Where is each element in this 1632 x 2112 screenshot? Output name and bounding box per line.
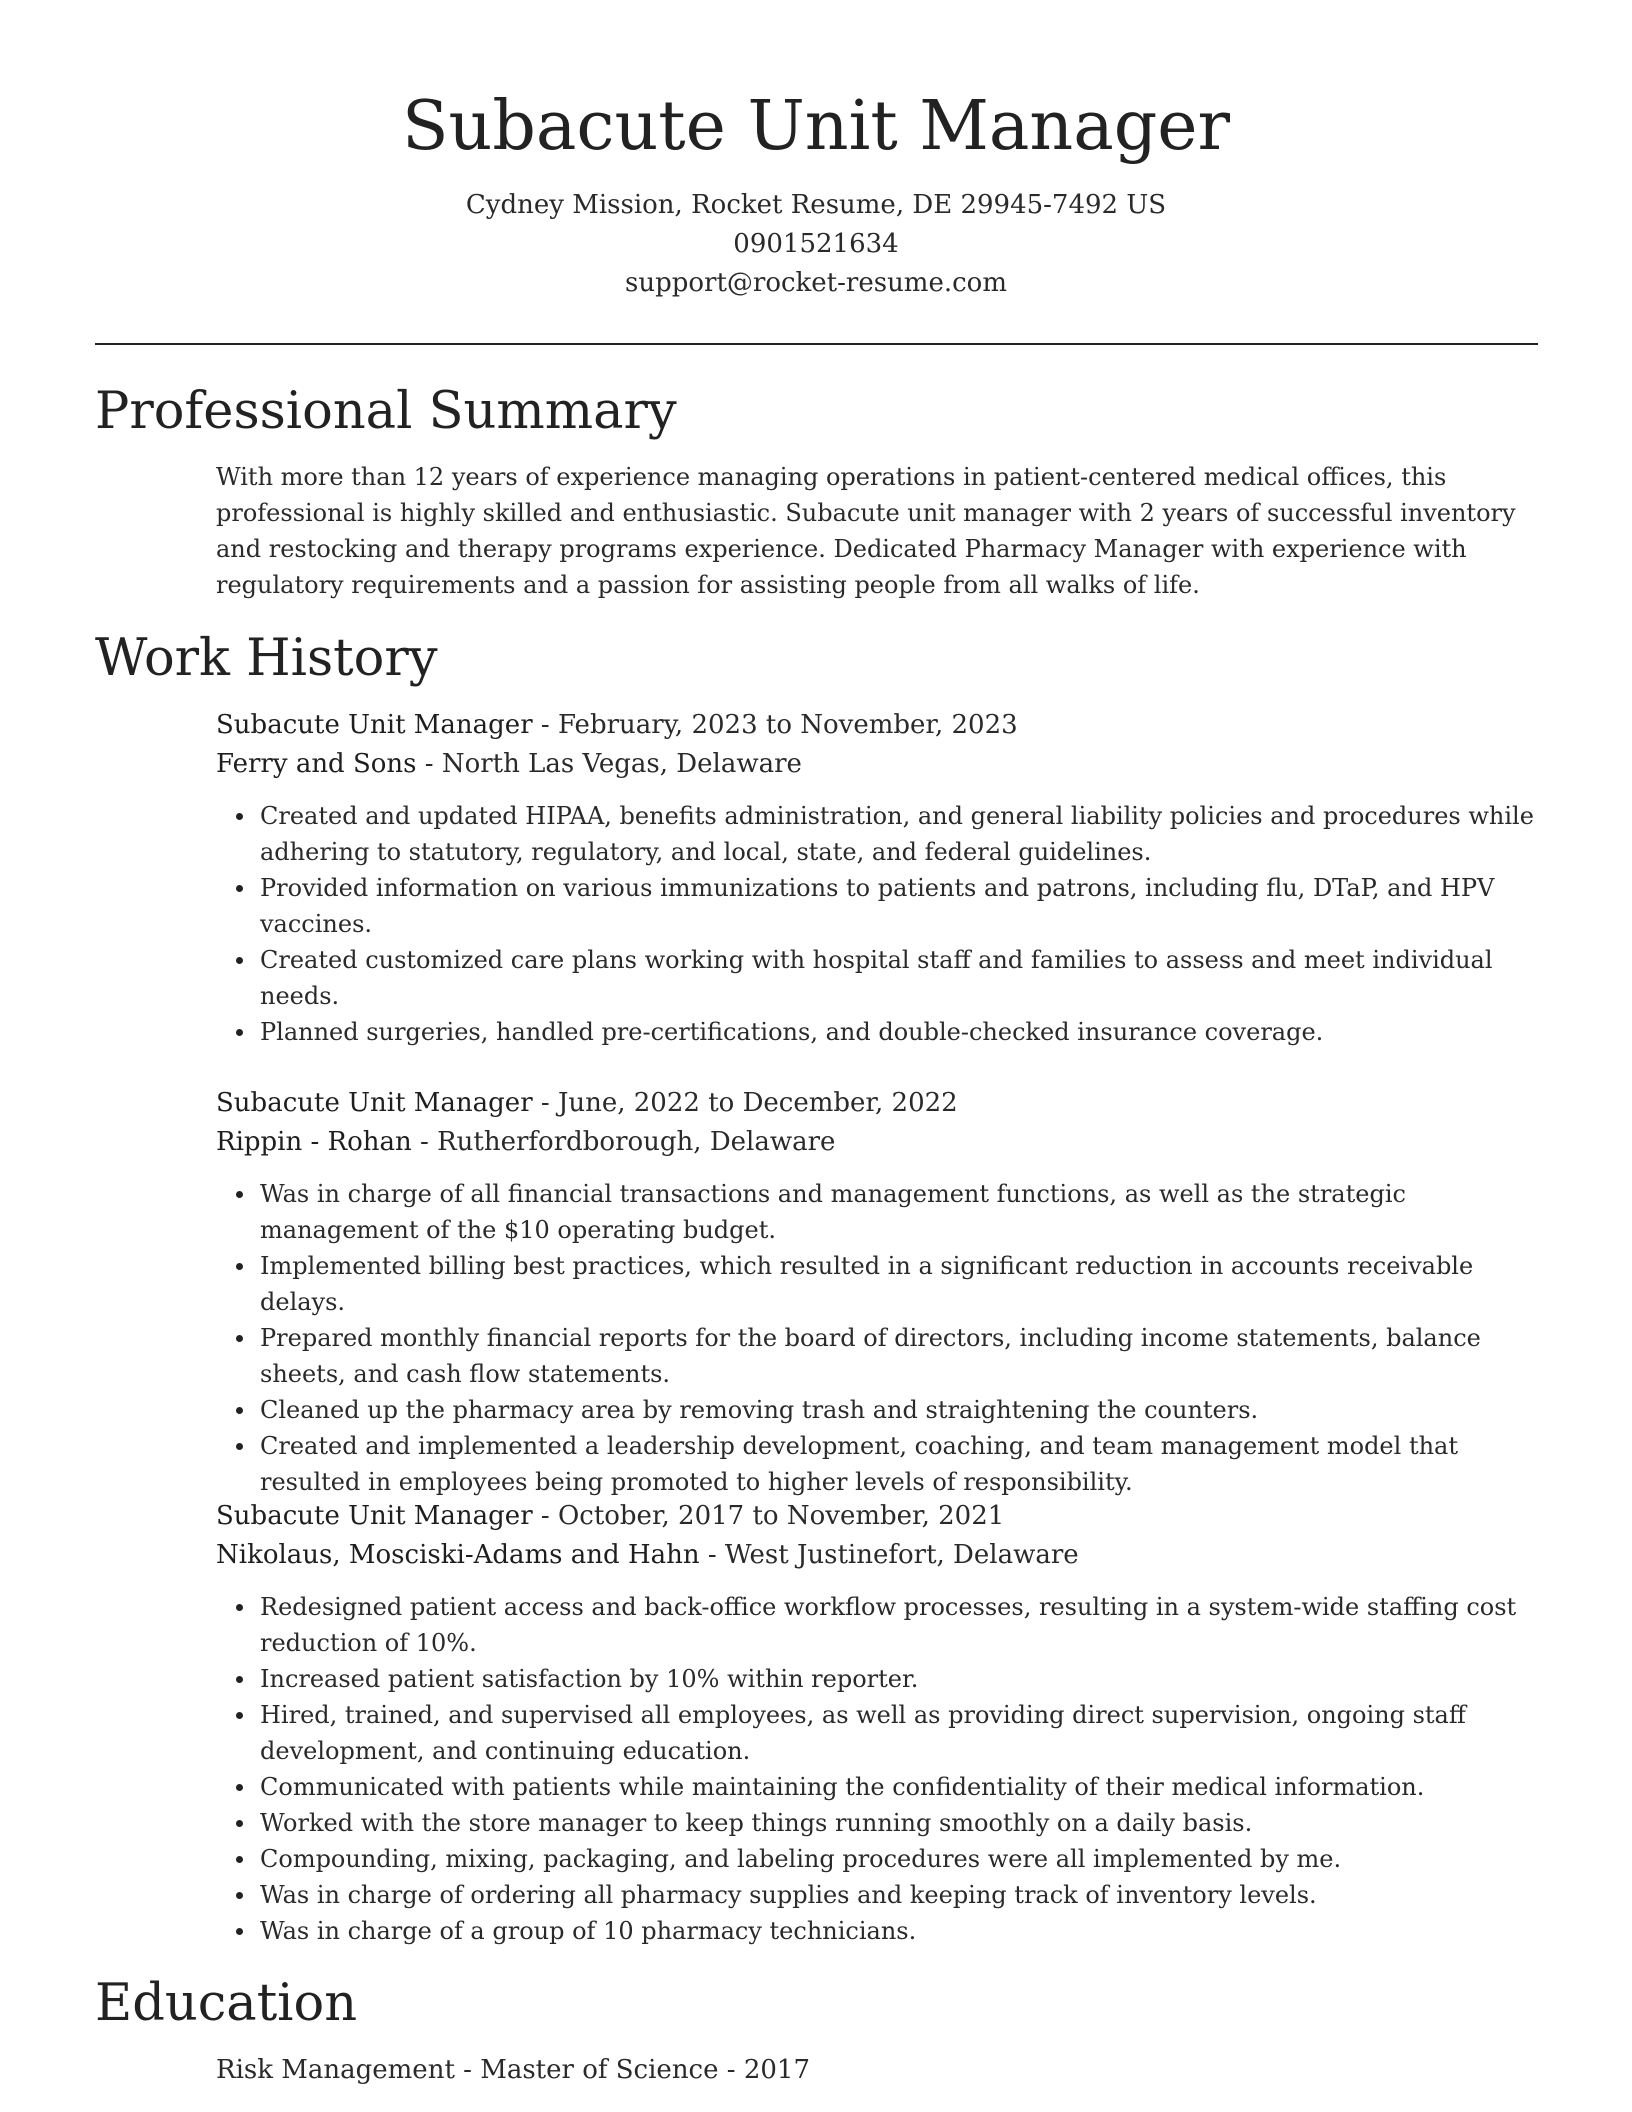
job-dates: - June, 2022 to December, 2022 — [532, 1088, 958, 1118]
list-item: Redesigned patient access and back-office workflow processes, resulting in a system-wide staffing cost reduction of 10%. — [260, 1589, 1538, 1661]
contact-info — [0, 186, 1632, 303]
list-item: Increased patient satisfaction by 10% within reporter. — [260, 1661, 1538, 1697]
job-title: Subacute Unit Manager — [216, 710, 533, 740]
job-company: Ferry and Sons — [216, 749, 417, 779]
job-entry — [216, 1497, 1538, 1949]
job-title-line — [216, 706, 1538, 745]
list-item: Was in charge of all financial transactions and management functions, as well as the strategic management of the $10 operating budget. — [260, 1176, 1538, 1248]
job-entry — [216, 1084, 1538, 1500]
list-item: Cleaned up the pharmacy area by removing trash and straightening the counters. — [260, 1392, 1538, 1428]
job-company-line — [216, 745, 1538, 784]
job-title-line — [216, 1084, 1538, 1123]
job-dates: - February, 2023 to November, 2023 — [532, 710, 1018, 740]
job-company: Rippin - Rohan — [216, 1127, 412, 1157]
job-company-line — [216, 1536, 1538, 1575]
list-item: Created customized care plans working with hospital staff and families to assess and meet individual needs. — [260, 942, 1538, 1014]
list-item: Prepared monthly financial reports for the board of directors, including income statements, balance sheets, and cash flow statements. — [260, 1320, 1538, 1392]
list-item: Compounding, mixing, packaging, and labeling procedures were all implemented by me. — [260, 1841, 1538, 1877]
resume-header — [0, 82, 1632, 303]
list-item: Created and updated HIPAA, benefits administration, and general liability policies and procedures while adhering to statutory, regulatory, and local, state, and federal guidelines. — [260, 798, 1538, 870]
education-heading: Education — [95, 1974, 358, 2033]
list-item: Hired, trained, and supervised all employees, as well as providing direct supervision, ongoing staff development, and continuing education. — [260, 1697, 1538, 1769]
header-divider — [95, 343, 1538, 345]
job-location: - Rutherfordborough, Delaware — [411, 1127, 836, 1157]
summary-heading: Professional Summary — [95, 382, 677, 441]
job-location: - North Las Vegas, Delaware — [416, 749, 802, 779]
list-item: Communicated with patients while maintaining the confidentiality of their medical information. — [260, 1769, 1538, 1805]
list-item: Was in charge of ordering all pharmacy supplies and keeping track of inventory levels. — [260, 1877, 1538, 1913]
job-title: Subacute Unit Manager — [216, 1088, 533, 1118]
contact-email[interactable]: support@rocket-resume.com — [624, 268, 1007, 298]
job-duties-list — [216, 798, 1538, 1050]
work-history-heading: Work History — [95, 629, 438, 688]
list-item: Was in charge of a group of 10 pharmacy technicians. — [260, 1913, 1538, 1949]
job-title: Subacute Unit Manager — [216, 1501, 533, 1531]
list-item: Worked with the store manager to keep things running smoothly on a daily basis. — [260, 1805, 1538, 1841]
contact-phone: 0901521634 — [733, 229, 899, 259]
list-item: Implemented billing best practices, which resulted in a significant reduction in accounts receivable delays. — [260, 1248, 1538, 1320]
job-dates: - October, 2017 to November, 2021 — [532, 1501, 1005, 1531]
list-item: Provided information on various immunizations to patients and patrons, including flu, DTaP, and HPV vaccines. — [260, 870, 1538, 942]
job-company: Nikolaus, Mosciski-Adams and Hahn — [216, 1540, 700, 1570]
summary-text: With more than 12 years of experience managing operations in patient-centered medical offices, this professional is highly skilled and enthusiastic. Subacute unit manager with 2 years of successful inventory and restocking and therapy programs experience. Dedicated Pharmacy Manager with experience with regulatory requirements and a passion for assisting people from all walks of life. — [216, 463, 1516, 599]
job-entry — [216, 706, 1538, 1050]
page-title: Subacute Unit Manager — [401, 87, 1231, 166]
list-item: Planned surgeries, handled pre-certifications, and double-checked insurance coverage. — [260, 1014, 1538, 1050]
job-company-line — [216, 1123, 1538, 1162]
job-location: - West Justinefort, Delaware — [699, 1540, 1079, 1570]
job-duties-list — [216, 1176, 1538, 1500]
job-duties-list — [216, 1589, 1538, 1949]
education-entry: Risk Management - Master of Science - 2017 — [216, 2055, 810, 2085]
job-title-line — [216, 1497, 1538, 1536]
contact-address: Cydney Mission, Rocket Resume, DE 29945-7492 US — [465, 190, 1167, 220]
list-item: Created and implemented a leadership development, coaching, and team management model that resulted in employees being promoted to higher levels of responsibility. — [260, 1428, 1538, 1500]
